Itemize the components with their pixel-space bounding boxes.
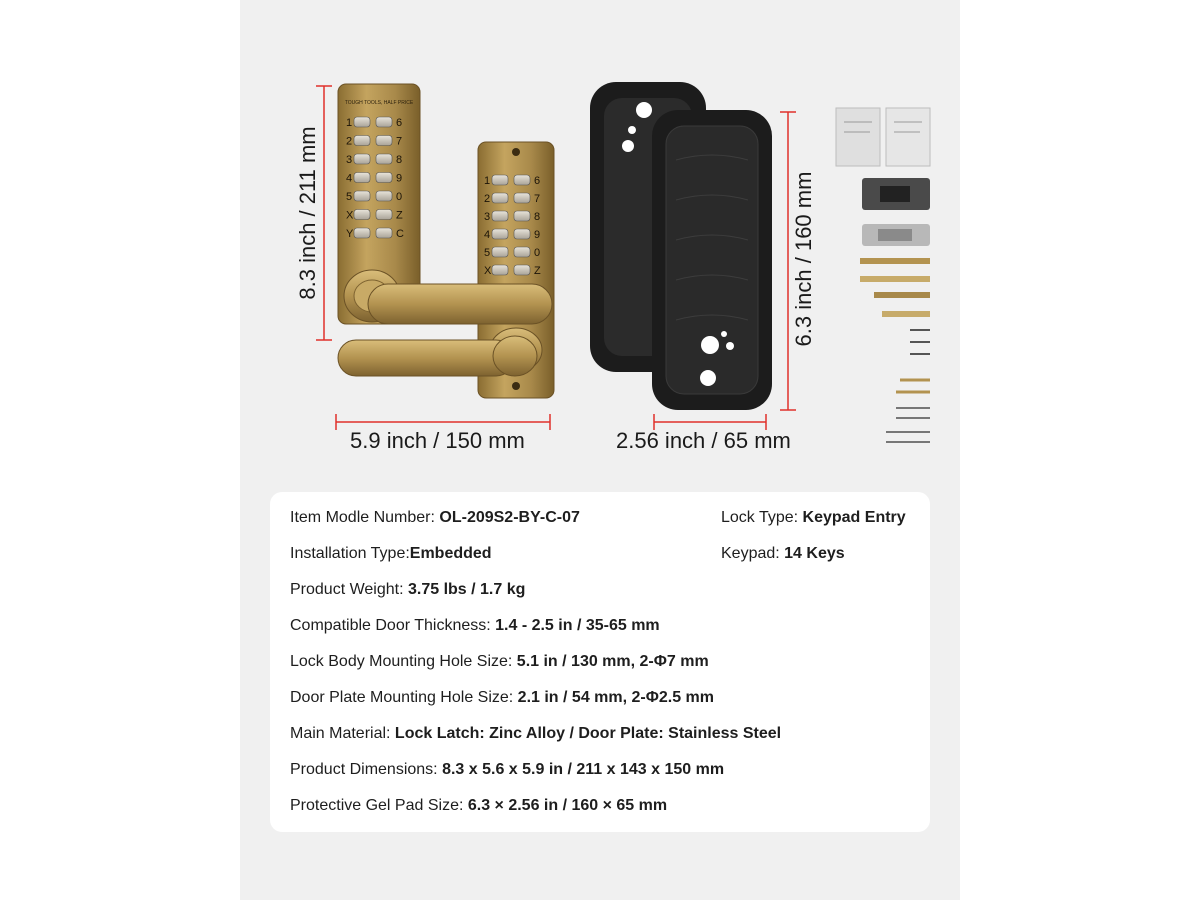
- keypad-key-label: 2: [484, 193, 491, 205]
- spec-door-thickness: Compatible Door Thickness: 1.4 - 2.5 in / 35-65 mm: [290, 617, 660, 634]
- gel-pad-front: [652, 110, 772, 410]
- keypad-key-label: 8: [534, 211, 541, 223]
- keypad-button: [376, 191, 392, 201]
- keypad-button: [514, 175, 530, 185]
- lock-height-label: 8.3 inch / 211 mm: [295, 126, 320, 300]
- keypad-button: [354, 228, 370, 238]
- spec-main-material: Main Material: Lock Latch: Zinc Alloy / Door Plate: Stainless Steel: [290, 725, 782, 742]
- keypad-key-label: 9: [396, 172, 403, 185]
- keypad-key-label: Y: [346, 228, 354, 240]
- spec-lock-type: Lock Type: Keypad Entry: [721, 509, 906, 526]
- keypad-key-label: 4: [484, 229, 491, 241]
- spec-lock-body-hole: Lock Body Mounting Hole Size: 5.1 in / 130 mm, 2-Φ7 mm: [290, 653, 709, 670]
- keypad-key-label: 7: [534, 193, 541, 205]
- accessories: [836, 108, 930, 442]
- keypad-key-label: 0: [534, 247, 541, 259]
- keypad-button: [492, 211, 508, 221]
- keypad-button: [514, 211, 530, 221]
- screws: [886, 330, 930, 442]
- keypad-button: [492, 175, 508, 185]
- pad-height-label: 6.3 inch / 160 mm: [791, 171, 816, 347]
- keypad-brand-text: TOUGH TOOLS, HALF PRICE: [344, 100, 414, 106]
- keypad-button: [376, 154, 392, 164]
- specifications-card: [270, 492, 930, 832]
- keypad-key-label: 7: [396, 135, 403, 148]
- pad-width-label: 2.56 inch / 65 mm: [616, 428, 791, 453]
- keypad-button: [492, 193, 508, 203]
- keypad-button: [376, 210, 392, 220]
- keypad-key-label: 8: [396, 154, 403, 166]
- spec-gel-pad-size: Protective Gel Pad Size: 6.3 × 2.56 in / 160 × 65 mm: [290, 797, 668, 814]
- keypad-button: [354, 117, 370, 127]
- product-illustration: [240, 0, 960, 480]
- keypad-key-label: 5: [484, 247, 491, 259]
- keypad-button: [376, 173, 392, 183]
- keypad-button: [376, 228, 392, 238]
- keypad-key-label: Z: [534, 265, 541, 277]
- keypad-key-label: 1: [484, 175, 491, 187]
- keypad-button: [354, 173, 370, 183]
- spec-product-weight: Product Weight: 3.75 lbs / 1.7 kg: [290, 581, 526, 598]
- keypad-key-label: 6: [534, 175, 541, 187]
- instruction-manual: [836, 108, 930, 166]
- keypad-key-label: 4: [346, 172, 353, 185]
- keypad-key-label: 3: [484, 211, 491, 223]
- keypad-key-label: 3: [346, 154, 353, 166]
- keypad-key-label: X: [346, 209, 354, 222]
- keypad-button: [514, 265, 530, 275]
- keypad-button: [354, 154, 370, 164]
- spec-product-dimensions: Product Dimensions: 8.3 x 5.6 x 5.9 in / 211 x 143 x 150 mm: [290, 761, 725, 778]
- keypad-button: [354, 210, 370, 220]
- keypad-button: [514, 229, 530, 239]
- keypad-button: [514, 247, 530, 257]
- keypad-button: [376, 117, 392, 127]
- spec-installation-type: Installation Type:Embedded: [290, 545, 492, 562]
- keypad-key-label: X: [484, 265, 492, 277]
- keypad-button: [492, 229, 508, 239]
- keypad-button: [492, 247, 508, 257]
- keypad-key-label: 6: [396, 117, 403, 129]
- strike-plate: [862, 178, 930, 246]
- keypad-button: [376, 136, 392, 146]
- keypad-key-label: 9: [534, 229, 541, 241]
- lock-width-label: 5.9 inch / 150 mm: [350, 428, 525, 453]
- spec-keypad: Keypad: 14 Keys: [721, 545, 845, 562]
- keypad-button: [354, 136, 370, 146]
- keypad-key-label: Z: [396, 209, 403, 222]
- keypad-button: [492, 265, 508, 275]
- keypad-key-label: 2: [346, 135, 353, 148]
- spec-door-plate-hole: Door Plate Mounting Hole Size: 2.1 in / 54 mm, 2-Φ2.5 mm: [290, 689, 714, 706]
- keypad-key-label: 5: [346, 191, 353, 203]
- keypad-key-label: 0: [396, 191, 403, 203]
- keypad-button: [514, 193, 530, 203]
- keypad-key-label: 1: [346, 117, 353, 129]
- spindles: [860, 258, 930, 317]
- keypad-key-label: C: [396, 228, 404, 240]
- keypad-button: [354, 191, 370, 201]
- spec-model-number: Item Modle Number: OL-209S2-BY-C-07: [290, 509, 580, 526]
- product-panel: [240, 0, 960, 900]
